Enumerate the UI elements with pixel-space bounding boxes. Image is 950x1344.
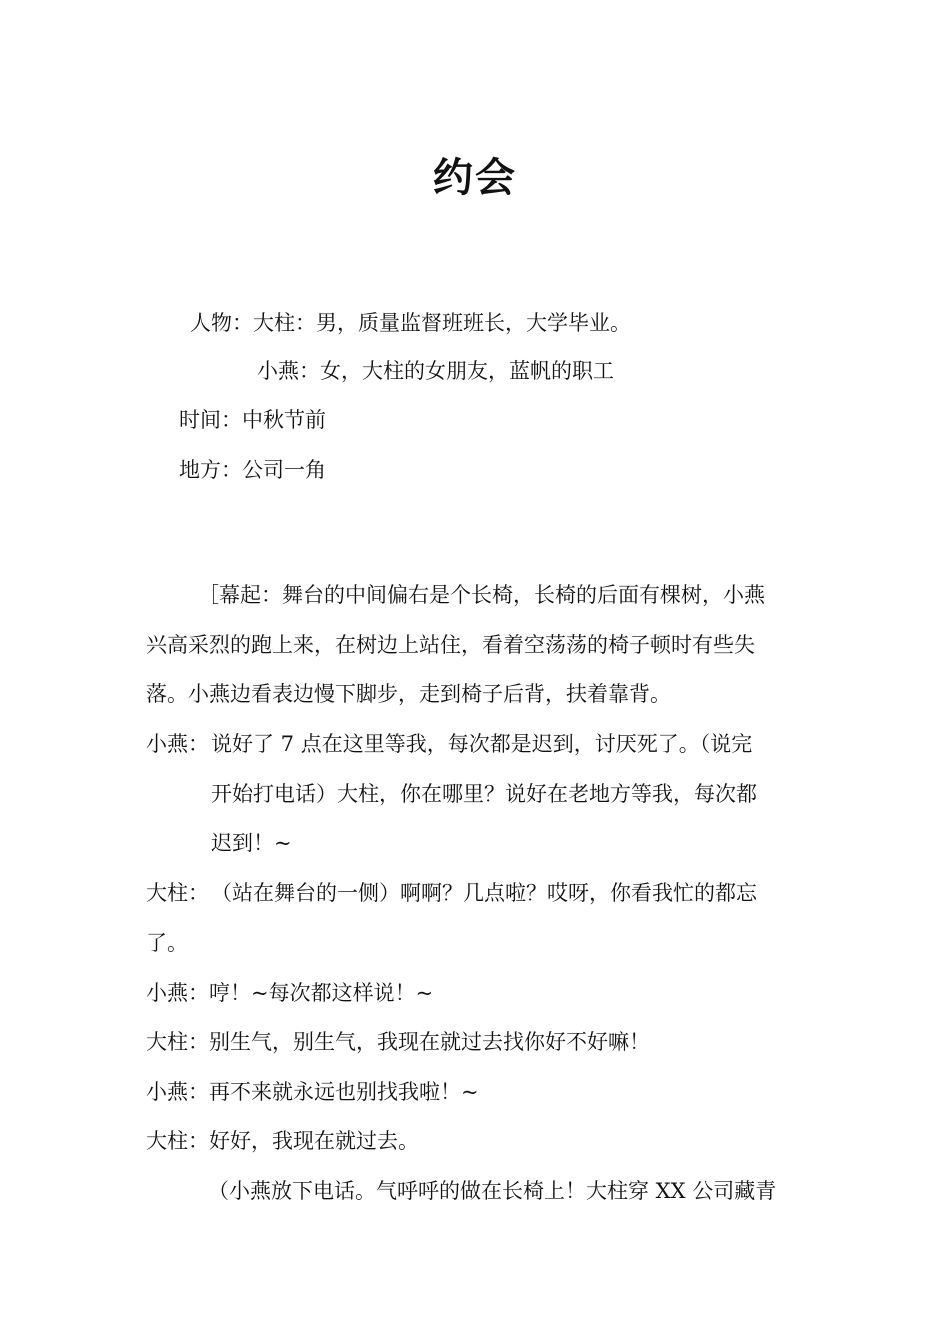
cast-line-xiaoyan: 小燕：女，大柱的女朋友，蓝帆的职工 <box>257 359 614 383</box>
speaker-label: 大柱： <box>146 881 209 905</box>
dialogue-line: （站在舞台的一侧）啊啊？几点啦？哎呀，你看我忙的都忘 <box>211 881 757 905</box>
dialogue-line: 了。 <box>146 931 188 955</box>
dialogue-line: 大柱：好好，我现在就过去。 <box>146 1129 419 1153</box>
speaker-label: 小燕： <box>146 732 209 756</box>
stage-direction-line: 落。小燕边看表边慢下脚步，走到椅子后背，扶着靠背。 <box>146 682 671 706</box>
dialogue-line: 小燕：再不来就永远也别找我啦！~ <box>146 1080 479 1104</box>
dialogue-line: 说好了 7 点在这里等我，每次都是迟到，讨厌死了。（说完 <box>211 732 753 756</box>
place-line: 地方：公司一角 <box>179 458 326 482</box>
stage-direction-line: （小燕放下电话。气呼呼的做在长椅上！大柱穿 XX 公司藏青 <box>208 1179 777 1203</box>
dialogue-line: 大柱：别生气，别生气，我现在就过去找你好不好嘛！ <box>146 1030 650 1054</box>
page-title: 约会 <box>433 154 517 201</box>
dialogue-line: 小燕：哼！~每次都这样说！~ <box>146 981 434 1005</box>
dialogue-line: 迟到！~ <box>211 831 292 855</box>
cast-line-dazhu: 人物：大柱：男，质量监督班班长，大学毕业。 <box>190 311 631 335</box>
dialogue-line: 开始打电话）大柱，你在哪里？说好在老地方等我，每次都 <box>211 782 757 806</box>
stage-direction-line: ［幕起：舞台的中间偏右是个长椅，长椅的后面有棵树，小燕 <box>198 583 765 607</box>
stage-direction-line: 兴高采烈的跑上来，在树边上站住，看着空荡荡的椅子顿时有些失 <box>146 633 755 657</box>
time-line: 时间：中秋节前 <box>179 408 326 432</box>
